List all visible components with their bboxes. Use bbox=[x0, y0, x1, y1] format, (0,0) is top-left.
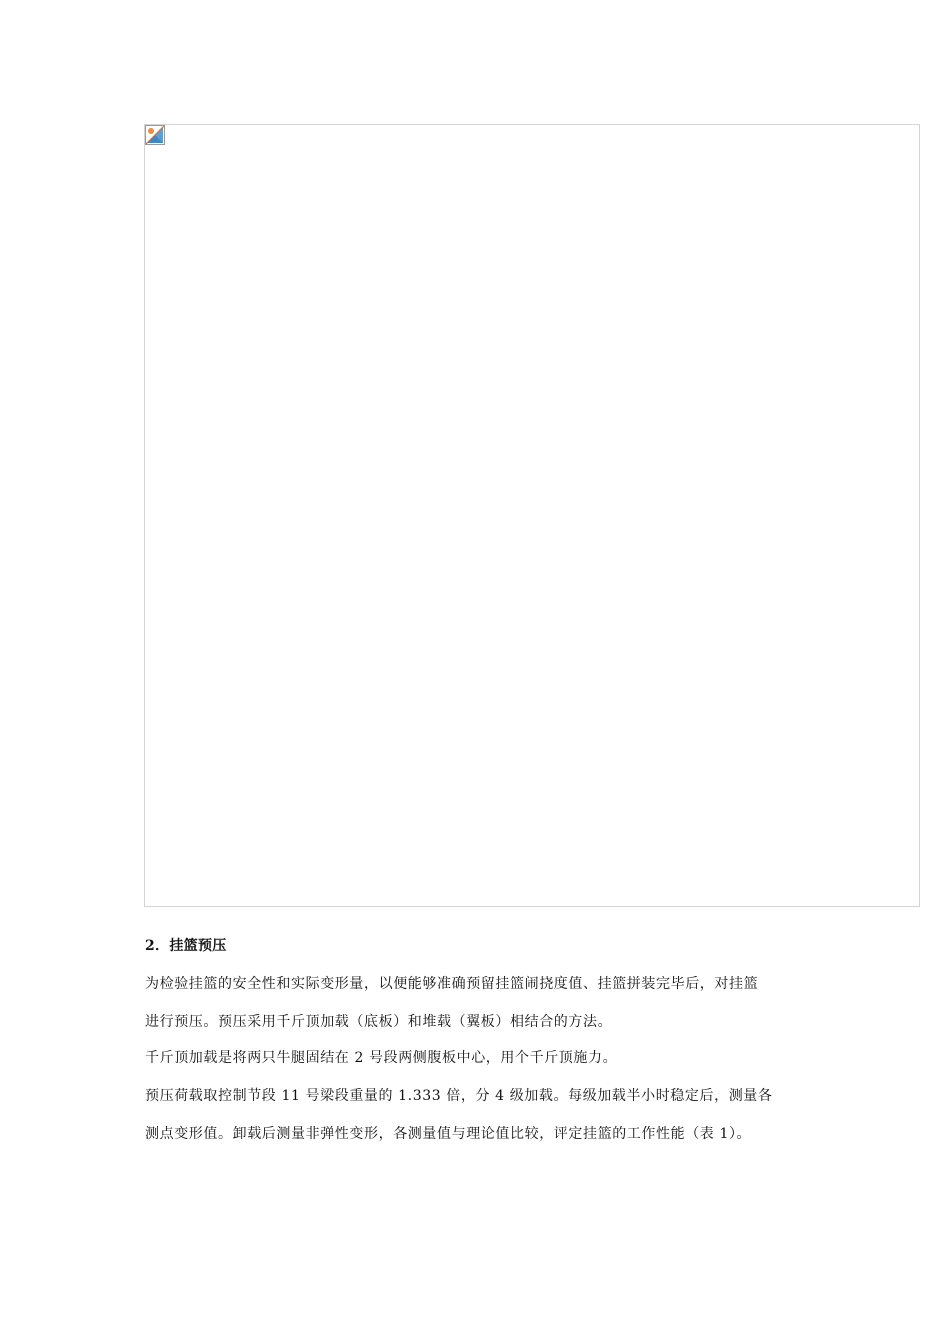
paragraph-line: 进行预压。预压采用千斤顶加载（底板）和堆载（翼板）相结合的方法。 bbox=[145, 1014, 613, 1030]
image-placeholder bbox=[144, 124, 920, 907]
paragraph-line: 为检验挂篮的安全性和实际变形量，以便能够准确预留挂篮闹挠度值、挂篮拼装完毕后，对挂篮 bbox=[145, 976, 759, 992]
paragraph-line: 预压荷载取控制节段 11 号梁段重量的 1.333 倍，分 4 级加载。每级加载半小时稳定后，测量各 bbox=[145, 1088, 773, 1104]
section-heading: 2．挂篮预压 bbox=[145, 938, 227, 954]
broken-image-icon bbox=[145, 125, 165, 145]
paragraph-line: 测点变形值。卸载后测量非弹性变形，各测量值与理论值比较，评定挂篮的工作性能（表 1）。 bbox=[145, 1126, 752, 1142]
paragraph-line: 千斤顶加载是将两只牛腿固结在 2 号段两侧腹板中心，用个千斤顶施力。 bbox=[145, 1050, 618, 1066]
